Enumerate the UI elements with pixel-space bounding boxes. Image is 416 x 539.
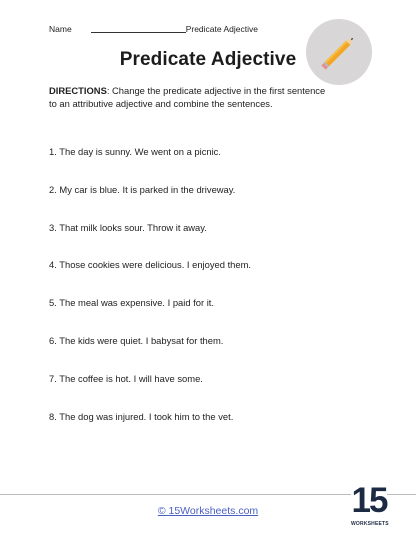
- header-topic: Predicate Adjective: [185, 24, 258, 34]
- exercise-list: [49, 146, 251, 448]
- logo-number: 15: [351, 481, 387, 520]
- footer: [0, 474, 416, 539]
- list-item: 7. The coffee is hot. I will have some.: [49, 372, 203, 384]
- pencil-icon: [306, 19, 372, 85]
- list-item: 4. Those cookies were delicious. I enjoyed them.: [49, 259, 252, 271]
- directions-label: DIRECTIONS: [49, 85, 107, 96]
- header-row: [49, 24, 258, 34]
- directions: [49, 84, 334, 110]
- list-item: 8. The dog was injured. I took him to the vet.: [49, 410, 234, 422]
- copyright-link[interactable]: © 15Worksheets.com: [157, 505, 259, 517]
- list-item: 5. The meal was expensive. I paid for it.: [49, 297, 215, 309]
- list-item: 3. That milk looks sour. Throw it away.: [49, 221, 207, 233]
- list-item: 1. The day is sunny. We went on a picnic.: [49, 146, 221, 157]
- list-item: 6. The kids were quiet. I babysat for them.: [49, 334, 224, 346]
- list-item: 2. My car is blue. It is parked in the driveway.: [49, 183, 236, 195]
- name-line: [91, 25, 186, 33]
- logo-word: WORKSHEETS: [351, 521, 389, 527]
- page-title: Predicate Adjective: [119, 49, 297, 70]
- site-logo: [351, 479, 387, 537]
- directions-text: : Change the predicate adjective in the first sentence to an attributive adjective and combine the sentences.: [49, 85, 326, 109]
- name-label: Name: [49, 24, 72, 34]
